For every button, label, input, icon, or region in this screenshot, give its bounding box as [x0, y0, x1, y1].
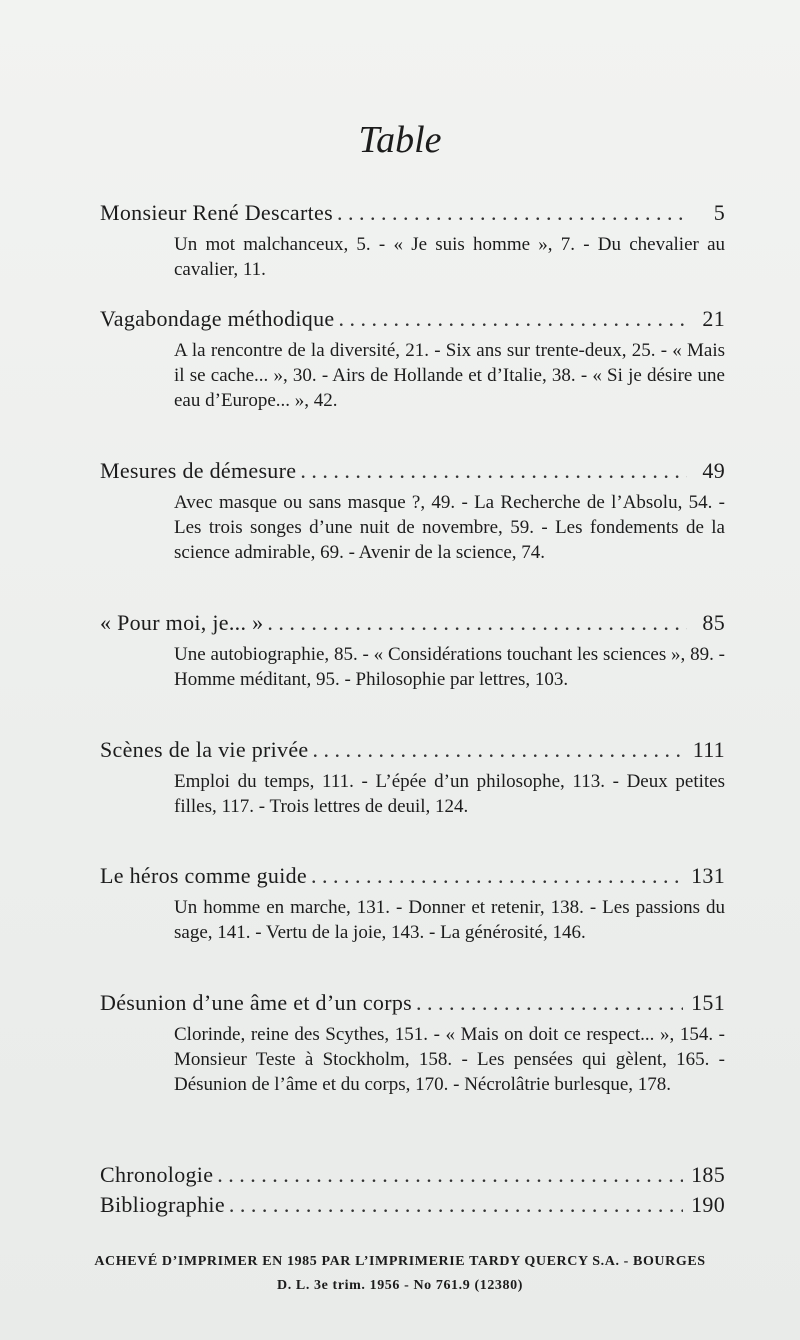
toc-subentries: Avec masque ou sans masque ?, 49. - La Recherche de l’Absolu, 54. - Les trois songes d’une nuit de novembre, 59. - Les fondements de la science admirable, 69. - Avenir de la science, 74.: [174, 492, 725, 563]
toc-page-number: 185: [691, 1162, 725, 1187]
toc-heading-row: [100, 306, 725, 336]
toc-heading-row: [100, 737, 725, 767]
toc-entry: [100, 863, 725, 945]
toc-page-number: 190: [691, 1192, 725, 1217]
colophon-line-1: ACHEVÉ D’IMPRIMER EN 1985 PAR L’IMPRIMERIE TARDY QUERCY S.A. - BOURGES: [94, 1254, 706, 1269]
dot-leader: [267, 610, 687, 636]
toc-heading-row: [100, 1192, 725, 1222]
dot-leader: [338, 306, 687, 332]
toc-entry: [100, 610, 725, 692]
dot-leader: [416, 990, 683, 1016]
toc-heading-row: [100, 200, 725, 230]
toc-heading-row: [100, 990, 725, 1020]
toc-heading-row: [100, 863, 725, 893]
toc-heading: « Pour moi, je... »: [100, 610, 264, 635]
dot-leader: [311, 863, 683, 889]
toc-entry: [100, 306, 725, 413]
toc-page-number: 151: [691, 990, 725, 1015]
dot-leader: [337, 200, 687, 226]
toc-heading: Chronologie: [100, 1162, 214, 1187]
toc-entry: [100, 990, 725, 1097]
toc-heading: Monsieur René Descartes: [100, 200, 333, 225]
dot-leader: [312, 737, 684, 763]
toc-heading-row: [100, 610, 725, 640]
dot-leader: [229, 1192, 683, 1218]
toc-entry: [100, 1162, 725, 1192]
toc-entry: [100, 737, 725, 819]
toc-subentries: Un homme en marche, 131. - Donner et retenir, 138. - Les passions du sage, 141. - Vertu de la joie, 143. - La générosité, 146.: [174, 897, 725, 943]
dot-leader: [300, 458, 687, 484]
dot-leader: [217, 1162, 683, 1188]
toc-entry: [100, 1192, 725, 1222]
toc-heading: Vagabondage méthodique: [100, 306, 335, 331]
toc-heading: Le héros comme guide: [100, 863, 307, 888]
toc-page-number: 21: [702, 306, 725, 331]
toc-heading-row: [100, 1162, 725, 1192]
page-title: Table: [358, 119, 442, 161]
toc-page-number: 49: [702, 458, 725, 483]
toc-heading: Scènes de la vie privée: [100, 737, 309, 762]
toc-subentries: Emploi du temps, 111. - L’épée d’un philosophe, 113. - Deux petites filles, 117. - Trois lettres de deuil, 124.: [174, 771, 725, 817]
toc-subentries: Un mot malchanceux, 5. - « Je suis homme », 7. - Du chevalier au cavalier, 11.: [174, 234, 725, 280]
toc-entry: [100, 458, 725, 565]
toc-heading-row: [100, 458, 725, 488]
toc-page-number: 111: [692, 737, 725, 762]
toc-subentries: Une autobiographie, 85. - « Considérations touchant les sciences », 89. - Homme méditant, 95. - Philosophie par lettres, 103.: [174, 644, 725, 690]
toc-page-number: 85: [702, 610, 725, 635]
toc-page-number: 5: [713, 200, 725, 225]
toc-heading: Désunion d’une âme et d’un corps: [100, 990, 413, 1015]
toc-subentries: A la rencontre de la diversité, 21. - Six ans sur trente-deux, 25. - « Mais il se cache... », 30. - Airs de Hollande et d’Italie, 38. - « Si je désire une eau d’Europe... », 42.: [174, 340, 725, 411]
toc-entry: [100, 200, 725, 282]
colophon-line-2: D. L. 3e trim. 1956 - No 761.9 (12380): [277, 1278, 523, 1293]
toc-heading: Bibliographie: [100, 1192, 225, 1217]
toc-heading: Mesures de démesure: [100, 458, 297, 483]
toc-page-number: 131: [691, 863, 725, 888]
toc-subentries: Clorinde, reine des Scythes, 151. - « Mais on doit ce respect... », 154. - Monsieur Teste à Stockholm, 158. - Les pensées qui gèlent, 165. - Désunion de l’âme et du corps, 170. - Nécrolâtrie burlesque, 178.: [174, 1024, 725, 1095]
